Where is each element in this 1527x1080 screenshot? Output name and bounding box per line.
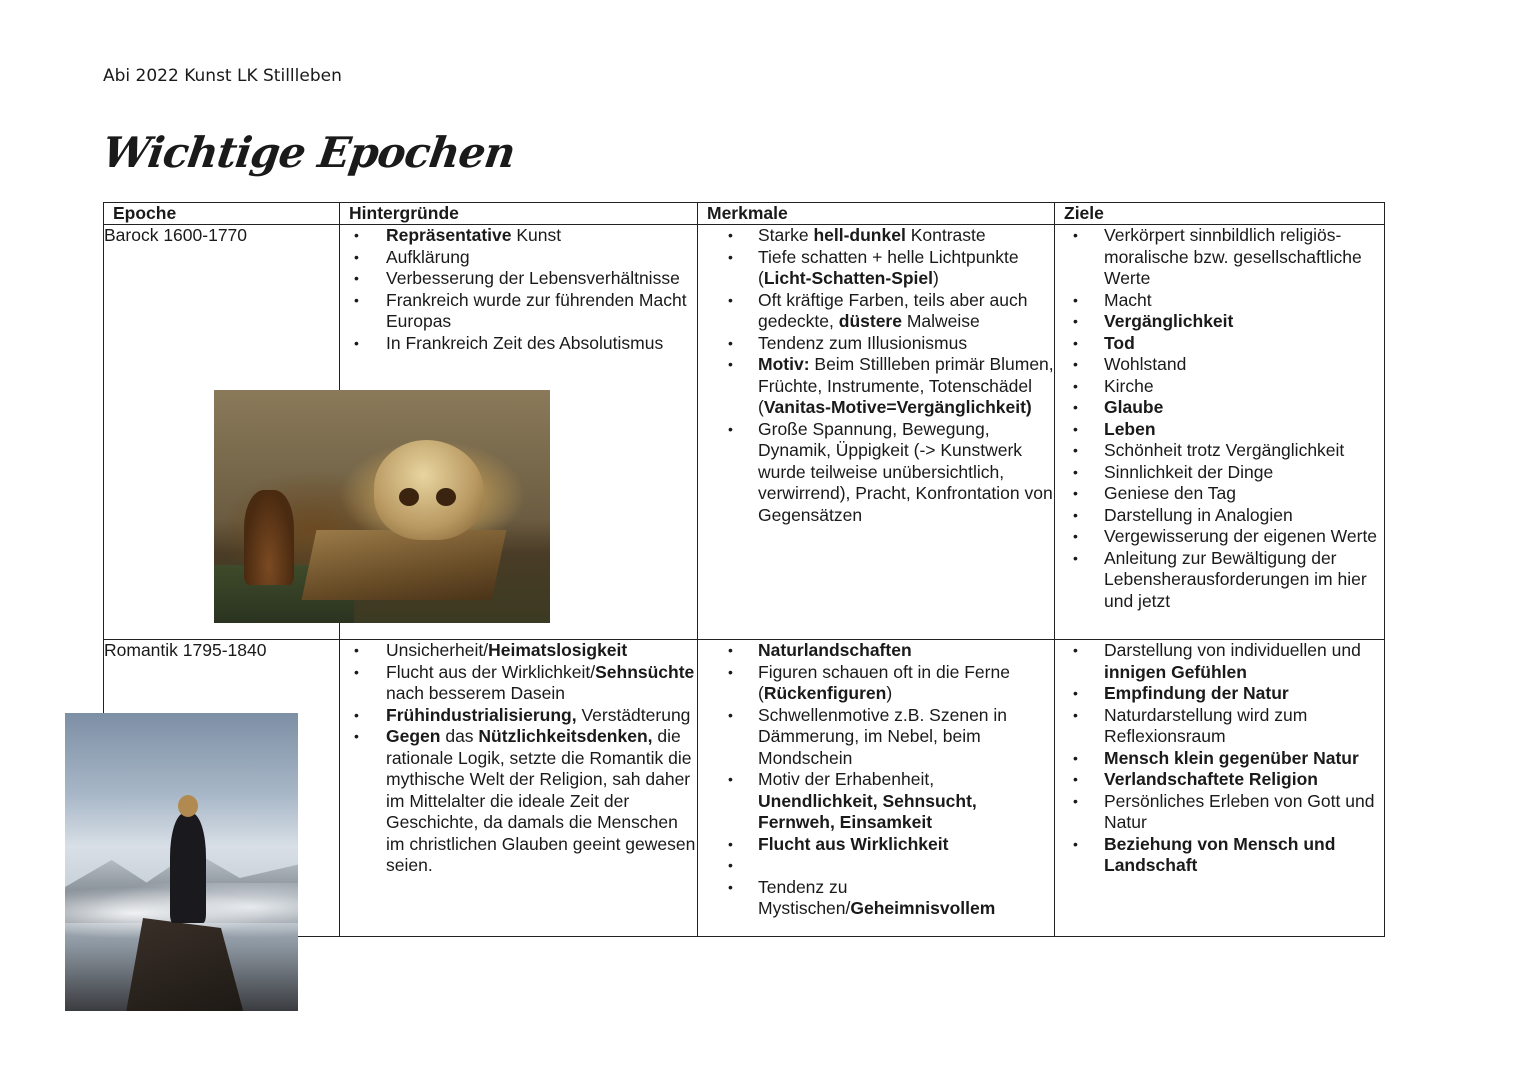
text: Verkörpert sinnbildlich religiös-moralische bzw. gesellschaftliche Werte <box>1104 225 1362 288</box>
list-item <box>1055 311 1384 333</box>
list-item <box>340 225 697 247</box>
list-item <box>1055 354 1384 376</box>
list-item <box>1055 748 1384 770</box>
list-item <box>698 834 1054 856</box>
text: Tendenz zum Illusionismus <box>758 332 968 353</box>
list-item <box>1055 526 1384 548</box>
column-header-epoche: Epoche <box>104 203 340 225</box>
painting-figure-head <box>178 795 198 817</box>
list-item <box>698 333 1054 355</box>
text: Persönliches Erleben von Gott und Natur <box>1104 790 1375 832</box>
list-item <box>340 726 697 877</box>
column-header-ziele: Ziele <box>1055 203 1385 225</box>
painting-figure <box>170 813 206 923</box>
list-item <box>1055 769 1384 791</box>
list-item <box>340 662 697 705</box>
list-item <box>1055 640 1384 683</box>
text: Naturdarstellung wird zum Reflexionsraum <box>1104 704 1308 746</box>
list-item <box>698 247 1054 290</box>
text: Große Spannung, Bewegung, Dynamik, Üppigkeit (-> Kunstwerk wurde teilweise unübersichtlich, verwirrend), Pracht, Konfrontation von Gegensätzen <box>758 418 1053 525</box>
list-item <box>1055 419 1384 441</box>
text: Darstellung in Analogien <box>1104 504 1293 525</box>
bold-text: Unendlichkeit, Sehnsucht, Fernweh, Einsamkeit <box>758 790 977 832</box>
text: Oft kräftige Farben, teils aber auch gedeckte, <box>758 289 1028 331</box>
list-item <box>1055 376 1384 398</box>
list-item <box>1055 548 1384 613</box>
text: Malweise <box>901 311 980 331</box>
bold-text: düstere <box>838 311 902 331</box>
list-item <box>340 333 697 355</box>
text: ) <box>886 683 893 703</box>
column-header-merkmale: Merkmale <box>698 203 1055 225</box>
bold-text: Sehnsüchte <box>595 661 695 682</box>
text: das <box>440 726 479 746</box>
bold-text: Glaube <box>1104 397 1164 417</box>
merkmale-cell <box>698 225 1055 640</box>
painting-goblet <box>244 490 294 585</box>
bold-text: Beziehung von Mensch und Landschaft <box>1104 833 1336 875</box>
text: Vergewisserung der eigenen Werte <box>1104 526 1378 546</box>
bold-text: Naturlandschaften <box>758 640 912 660</box>
wanderer-painting-image <box>65 713 298 1011</box>
list-item <box>698 662 1054 705</box>
page-title: Wichtige Epochen <box>99 128 518 177</box>
text: Unsicherheit/ <box>386 640 489 660</box>
ziele-cell <box>1055 225 1385 640</box>
bold-text: Flucht aus Wirklichkeit <box>758 833 949 854</box>
text: Sinnlichkeit der Dinge <box>1104 461 1274 482</box>
list-item <box>698 225 1054 247</box>
table-header-row <box>104 203 1385 225</box>
text: Kirche <box>1104 375 1154 396</box>
bold-text: Empfindung der Natur <box>1104 683 1289 703</box>
text: Macht <box>1104 289 1152 310</box>
text: Aufklärung <box>386 246 470 267</box>
text: Beim Stillleben primär Blumen, Früchte, Instrumente, Totenschädel ( <box>758 354 1054 417</box>
list-item <box>1055 483 1384 505</box>
list-item <box>698 640 1054 662</box>
bold-text: hell-dunkel <box>813 225 906 245</box>
text: ) <box>933 268 939 288</box>
text: Kunst <box>511 225 562 245</box>
list-item <box>698 419 1054 527</box>
text: Flucht aus der Wirklichkeit/ <box>386 661 596 682</box>
column-header-hintergruende: Hintergründe <box>340 203 698 225</box>
text: Wohlstand <box>1104 354 1187 374</box>
bold-text: Geheimnisvollem <box>850 898 996 918</box>
text: Figuren schauen oft in die Ferne ( <box>758 661 1010 703</box>
list-item <box>1055 290 1384 312</box>
text: Geniese den Tag <box>1104 483 1237 503</box>
epoch-cell-barock: Barock 1600-1770 <box>104 225 340 640</box>
list-item <box>1055 333 1384 355</box>
merkmale-cell <box>698 640 1055 937</box>
list-item <box>698 705 1054 770</box>
text: die rationale Logik, setzte die Romantik die mythische Welt der Religion, sah daher im Mittelalter die ideale Zeit der Geschichte, da damals die Menschen im christlichen Glauben geeint gewesen seien. <box>386 726 696 875</box>
painting-skull-eye <box>399 488 419 506</box>
vanitas-painting-image <box>214 390 550 623</box>
text: Verbesserung der Lebensverhältnisse <box>386 268 680 288</box>
list-item <box>698 354 1054 419</box>
ziele-cell <box>1055 640 1385 937</box>
list-item <box>1055 440 1384 462</box>
hintergruende-cell <box>340 640 698 937</box>
list-item <box>1055 705 1384 748</box>
bold-text: Frühindustrialisierung, <box>386 704 577 725</box>
bold-text: Vergänglichkeit <box>1104 311 1234 331</box>
document-header: Abi 2022 Kunst LK Stillleben <box>103 66 342 86</box>
list-item <box>698 290 1054 333</box>
list-item <box>340 705 697 727</box>
list-item <box>1055 683 1384 705</box>
bold-text: Heimatslosigkeit <box>488 640 628 660</box>
list-item <box>1055 462 1384 484</box>
text: Darstellung von individuellen und <box>1104 640 1361 660</box>
bold-text: Nützlichkeitsdenken, <box>478 726 653 746</box>
painting-book <box>302 530 507 600</box>
list-item <box>1055 505 1384 527</box>
text: Schwellenmotive z.B. Szenen in Dämmerung, im Nebel, beim Mondschein <box>758 704 1008 768</box>
text: Starke <box>758 225 814 245</box>
text: Anleitung zur Bewältigung der Lebensherausforderungen im hier und jetzt <box>1104 547 1367 611</box>
bold-text: Verlandschaftete Religion <box>1104 769 1318 789</box>
list-item <box>340 247 697 269</box>
list-item <box>1055 834 1384 877</box>
text: Verstädterung <box>576 704 691 725</box>
bold-text: Licht-Schatten-Spiel <box>763 268 934 288</box>
text: nach besserem Dasein <box>386 683 565 703</box>
bold-text: Tod <box>1104 332 1135 353</box>
bold-text: Vanitas-Motive=Vergänglichkeit) <box>763 397 1032 417</box>
list-item <box>698 769 1054 834</box>
bold-text: Mensch klein gegenüber Natur <box>1104 747 1359 768</box>
list-item <box>340 290 697 333</box>
epoch-cell-romantik: Romantik 1795-1840 <box>104 640 340 937</box>
bold-text: Leben <box>1104 418 1156 439</box>
painting-skull-eye <box>436 488 456 506</box>
text: Motiv der Erhabenheit, <box>758 769 935 789</box>
list-item <box>340 268 697 290</box>
text: Schönheit trotz Vergänglichkeit <box>1104 440 1345 460</box>
bold-text: Rückenfiguren <box>763 683 887 703</box>
bold-text: Motiv: <box>758 354 810 374</box>
text: Kontraste <box>905 225 986 245</box>
list-item <box>1055 397 1384 419</box>
list-item <box>698 855 1054 877</box>
bold-text: innigen Gefühlen <box>1104 661 1247 682</box>
text: Tendenz zu Mystischen/ <box>758 876 851 918</box>
text: Tiefe schatten + helle Lichtpunkte ( <box>758 246 1019 288</box>
painting-skull <box>374 440 484 540</box>
list-item <box>1055 791 1384 834</box>
bold-text: Gegen <box>386 726 441 746</box>
bold-text: Repräsentative <box>386 225 512 245</box>
text: In Frankreich Zeit des Absolutismus <box>386 332 664 353</box>
text: Frankreich wurde zur führenden Macht Europas <box>386 289 687 331</box>
list-item <box>1055 225 1384 290</box>
list-item <box>698 877 1054 920</box>
list-item <box>340 640 697 662</box>
